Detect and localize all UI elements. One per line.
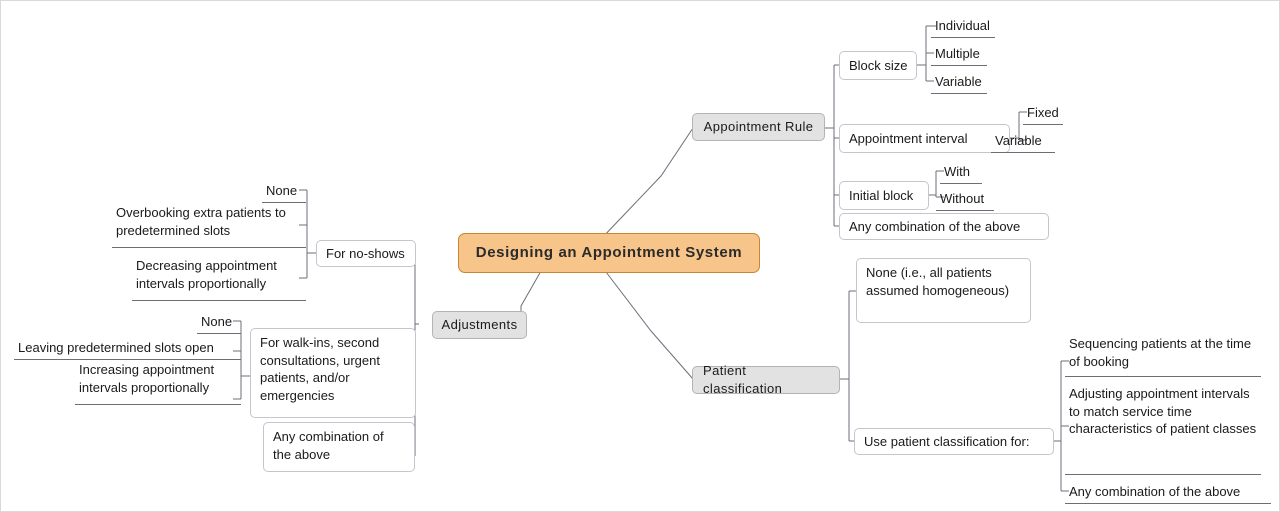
leaf-with-label: With <box>944 164 970 180</box>
leaf-adjusting-intervals[interactable] <box>1065 385 1261 475</box>
node-any-combination-adjustments-label: Any combination of the above <box>273 429 384 462</box>
node-for-walk-ins-label: For walk-ins, second consultations, urgent patients, and/or emergencies <box>260 335 380 403</box>
node-patient-none[interactable] <box>856 258 1031 323</box>
leaf-variable-block[interactable] <box>931 69 987 94</box>
leaf-increasing-intervals-label: Increasing appointment intervals proportionally <box>79 362 215 395</box>
leaf-overbooking[interactable] <box>112 204 306 248</box>
node-any-combination-adjustments[interactable] <box>263 422 415 472</box>
root-label: Designing an Appointment System <box>475 243 743 261</box>
root-node[interactable] <box>458 233 760 273</box>
leaf-overbooking-label: Overbooking extra patients to predetermined slots <box>116 205 286 238</box>
leaf-sequencing-patients-label: Sequencing patients at the time of booking <box>1069 336 1252 369</box>
leaf-individual-label: Individual <box>935 18 990 34</box>
leaf-variable-interval-label: Variable <box>995 133 1042 149</box>
leaf-walk-ins-none[interactable] <box>197 309 241 334</box>
node-patient-none-label: None (i.e., all patients assumed homogeneous) <box>866 265 1010 298</box>
node-any-combination-rule-label: Any combination of the above <box>849 218 1021 234</box>
leaf-sequencing-patients[interactable] <box>1065 335 1261 377</box>
leaf-adjusting-intervals-label: Adjusting appointment intervals to match service time characteristics of patient classes <box>1069 386 1257 437</box>
leaf-any-combination-patient-label: Any combination of the above <box>1069 484 1241 500</box>
leaf-increasing-intervals[interactable] <box>75 361 241 405</box>
branch-patient-classification-label: Patient classification <box>703 363 783 396</box>
leaf-any-combination-patient[interactable] <box>1065 479 1271 504</box>
leaf-variable-interval[interactable] <box>991 128 1055 153</box>
node-for-walk-ins[interactable] <box>250 328 416 418</box>
branch-appointment-rule-label: Appointment Rule <box>703 119 814 135</box>
branch-adjustments-label: Adjustments <box>441 317 518 333</box>
node-any-combination-rule[interactable] <box>839 213 1049 240</box>
node-initial-block[interactable] <box>839 181 929 210</box>
leaf-decreasing-intervals-label: Decreasing appointment intervals proportionally <box>136 258 277 291</box>
node-block-size-label: Block size <box>849 57 908 73</box>
branch-appointment-rule[interactable] <box>692 113 825 141</box>
node-for-no-shows-label: For no-shows <box>326 245 405 261</box>
leaf-no-shows-none[interactable] <box>262 178 306 203</box>
leaf-multiple-label: Multiple <box>935 46 980 62</box>
node-use-patient-classification[interactable] <box>854 428 1054 455</box>
node-block-size[interactable] <box>839 51 917 80</box>
leaf-walk-ins-none-label: None <box>201 314 233 330</box>
leaf-leaving-slots-open-label: Leaving predetermined slots open <box>18 340 214 356</box>
branch-patient-classification[interactable] <box>692 363 840 396</box>
leaf-multiple[interactable] <box>931 41 987 66</box>
branch-adjustments[interactable] <box>432 311 527 339</box>
leaf-individual[interactable] <box>931 13 995 38</box>
leaf-fixed[interactable] <box>1023 100 1063 125</box>
node-for-no-shows[interactable] <box>316 240 416 267</box>
leaf-without[interactable] <box>936 186 994 211</box>
leaf-without-label: Without <box>940 191 985 207</box>
leaf-no-shows-none-label: None <box>266 183 298 199</box>
node-appointment-interval-label: Appointment interval <box>849 130 968 146</box>
leaf-decreasing-intervals[interactable] <box>132 257 306 301</box>
leaf-variable-block-label: Variable <box>935 74 982 90</box>
leaf-leaving-slots-open[interactable] <box>14 335 241 360</box>
node-initial-block-label: Initial block <box>849 187 914 203</box>
leaf-fixed-label: Fixed <box>1027 105 1059 121</box>
leaf-with[interactable] <box>940 159 982 184</box>
node-appointment-interval[interactable] <box>839 124 1010 153</box>
node-use-patient-classification-label: Use patient classification for: <box>864 433 1030 449</box>
